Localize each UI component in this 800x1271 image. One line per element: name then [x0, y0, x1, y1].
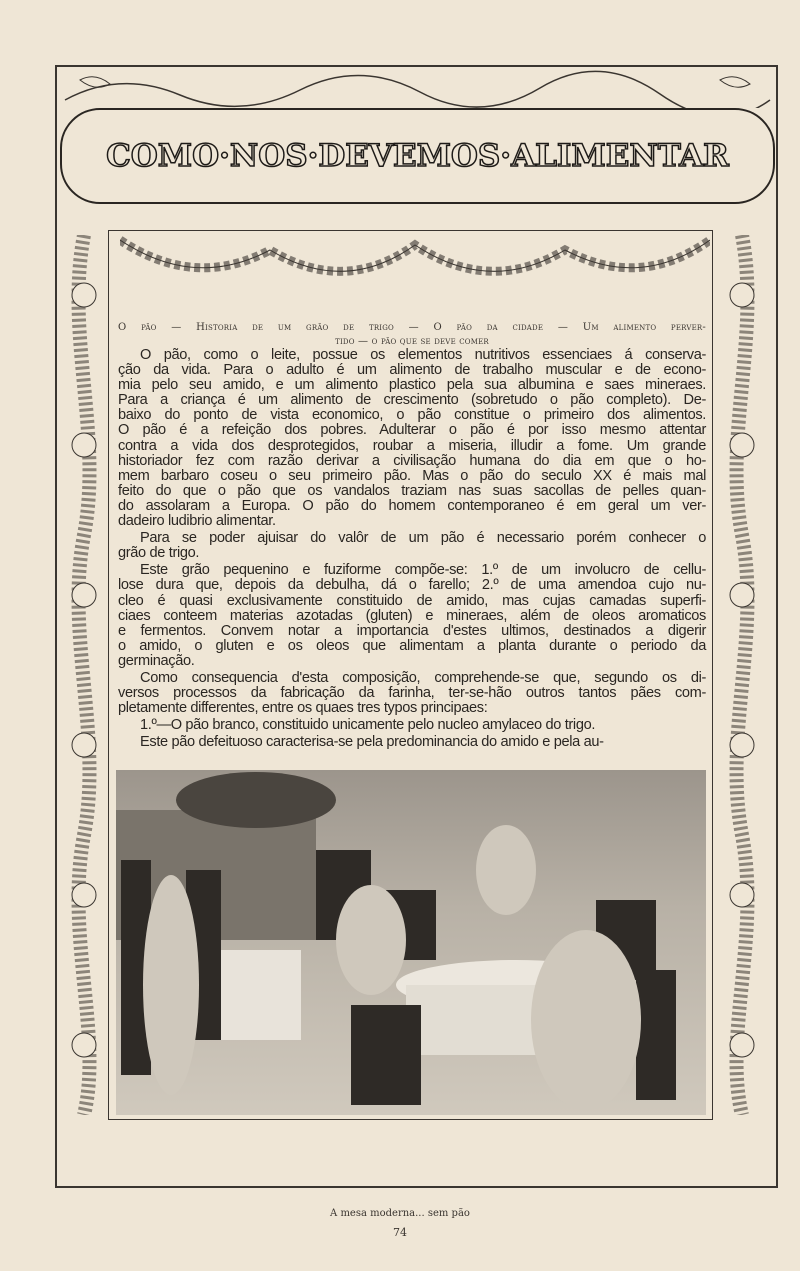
text-line: ciaes conteem materias azotadas (gluten) e mineraes, além de oleos aromaticos	[118, 607, 706, 624]
article-summary	[118, 321, 706, 349]
ribbon-ornament	[60, 70, 775, 108]
text-line: pletamente differentes, entre os quaes tres typos principaes:	[118, 700, 488, 717]
paragraph	[118, 735, 706, 750]
text-line: 1.º—O pão branco, constituido unicamente pelo nucleo amylaceo do trigo.	[140, 717, 596, 734]
text-line: feito do que o pão que os vandalos traziam nas suas sacollas de pelles quan-	[118, 482, 706, 499]
text-line: baixo do ponto de vista economico, o pão constitue o primeiro dos alimentos.	[118, 407, 706, 424]
text-line: Como consequencia d'esta composição, comprehende-se que, segundo os di-	[140, 669, 706, 686]
summary-line-2: tido — o pão que se deve comer	[335, 336, 489, 347]
paragraph	[118, 563, 706, 669]
right-floral-border	[718, 235, 766, 1115]
text-line: lose dura que, depois da debulha, dá o farello; 2.º de uma amendoa cujo nu-	[118, 577, 706, 594]
text-line: ção da vida. Para o adulto é um alimento de trabalho muscular e de econo-	[118, 362, 706, 379]
summary-line-1: O pão — Historia de um grão de trigo — O pão da cidade — Um alimento perver-	[118, 322, 706, 333]
text-line: versos processos da fabricação da farinha, ter-se-hão outros tantos pães com-	[118, 685, 706, 702]
text-line: mem barbaro coseu o seu primeiro pão. Mas o pão do seculo XX é mais mal	[118, 467, 706, 484]
text-line: mia pelo seu amido, e um alimento plastico pela sua albumina e saes mineraes.	[118, 377, 706, 394]
page-title: COMO·NOS·DEVEMOS·ALIMENTAR	[106, 138, 729, 174]
text-line: e fermentos. Convem notar a importancia d'estes ultimos, destinados a digerir	[118, 622, 706, 639]
article-body	[118, 348, 706, 752]
text-line: o amido, o gluten e os oleos que alimentam a planta durante o periodo da	[118, 637, 706, 654]
dinner-party-illustration	[116, 770, 706, 1115]
illustration-scene	[116, 770, 706, 1115]
paragraph	[118, 671, 706, 716]
text-line: O pão, como o leite, possue os elementos nutritivos essenciaes á conserva-	[140, 347, 706, 363]
page-number: 74	[393, 1226, 407, 1239]
left-floral-border	[60, 235, 108, 1115]
text-line: grão de trigo.	[118, 545, 200, 562]
text-line: O pão é a refeição dos pobres. Adulterar o pão é por isso mesmo attentar	[118, 422, 706, 439]
title-banner	[60, 108, 775, 204]
text-line: Para se poder ajuisar do valôr de um pão é necessario porém conhecer o	[140, 530, 706, 547]
text-line: Este grão pequenino e fuziforme compõe-se: 1.º de um involucro de cellu-	[140, 562, 706, 579]
illustration-caption: A mesa moderna... sem pão	[330, 1208, 470, 1219]
text-line: historiador fez com razão derivar a civilisação humana do dia em que o ho-	[118, 452, 706, 469]
paragraph	[118, 348, 706, 529]
text-line: dadeiro ludibrio alimentar.	[118, 513, 276, 530]
text-line: cleo é quasi exclusivamente constituido de amido, mas cujas camadas superfi-	[118, 592, 706, 609]
text-line: germinação.	[118, 652, 195, 669]
text-line: do assolaram a Europa. O pão do homem contemporaneo é em geral um ver-	[118, 497, 706, 514]
paragraph	[118, 718, 706, 733]
paragraph	[118, 531, 706, 561]
text-line: Para a criança é um alimento de crescimento (sobretudo o pão completo). De-	[118, 392, 706, 409]
text-line: Este pão defeituoso caracterisa-se pela predominancia do amido e pela au-	[140, 734, 604, 751]
text-line: contra a vida dos desprotegidos, roubar a miseria, illudir a fome. Um grande	[118, 437, 706, 454]
